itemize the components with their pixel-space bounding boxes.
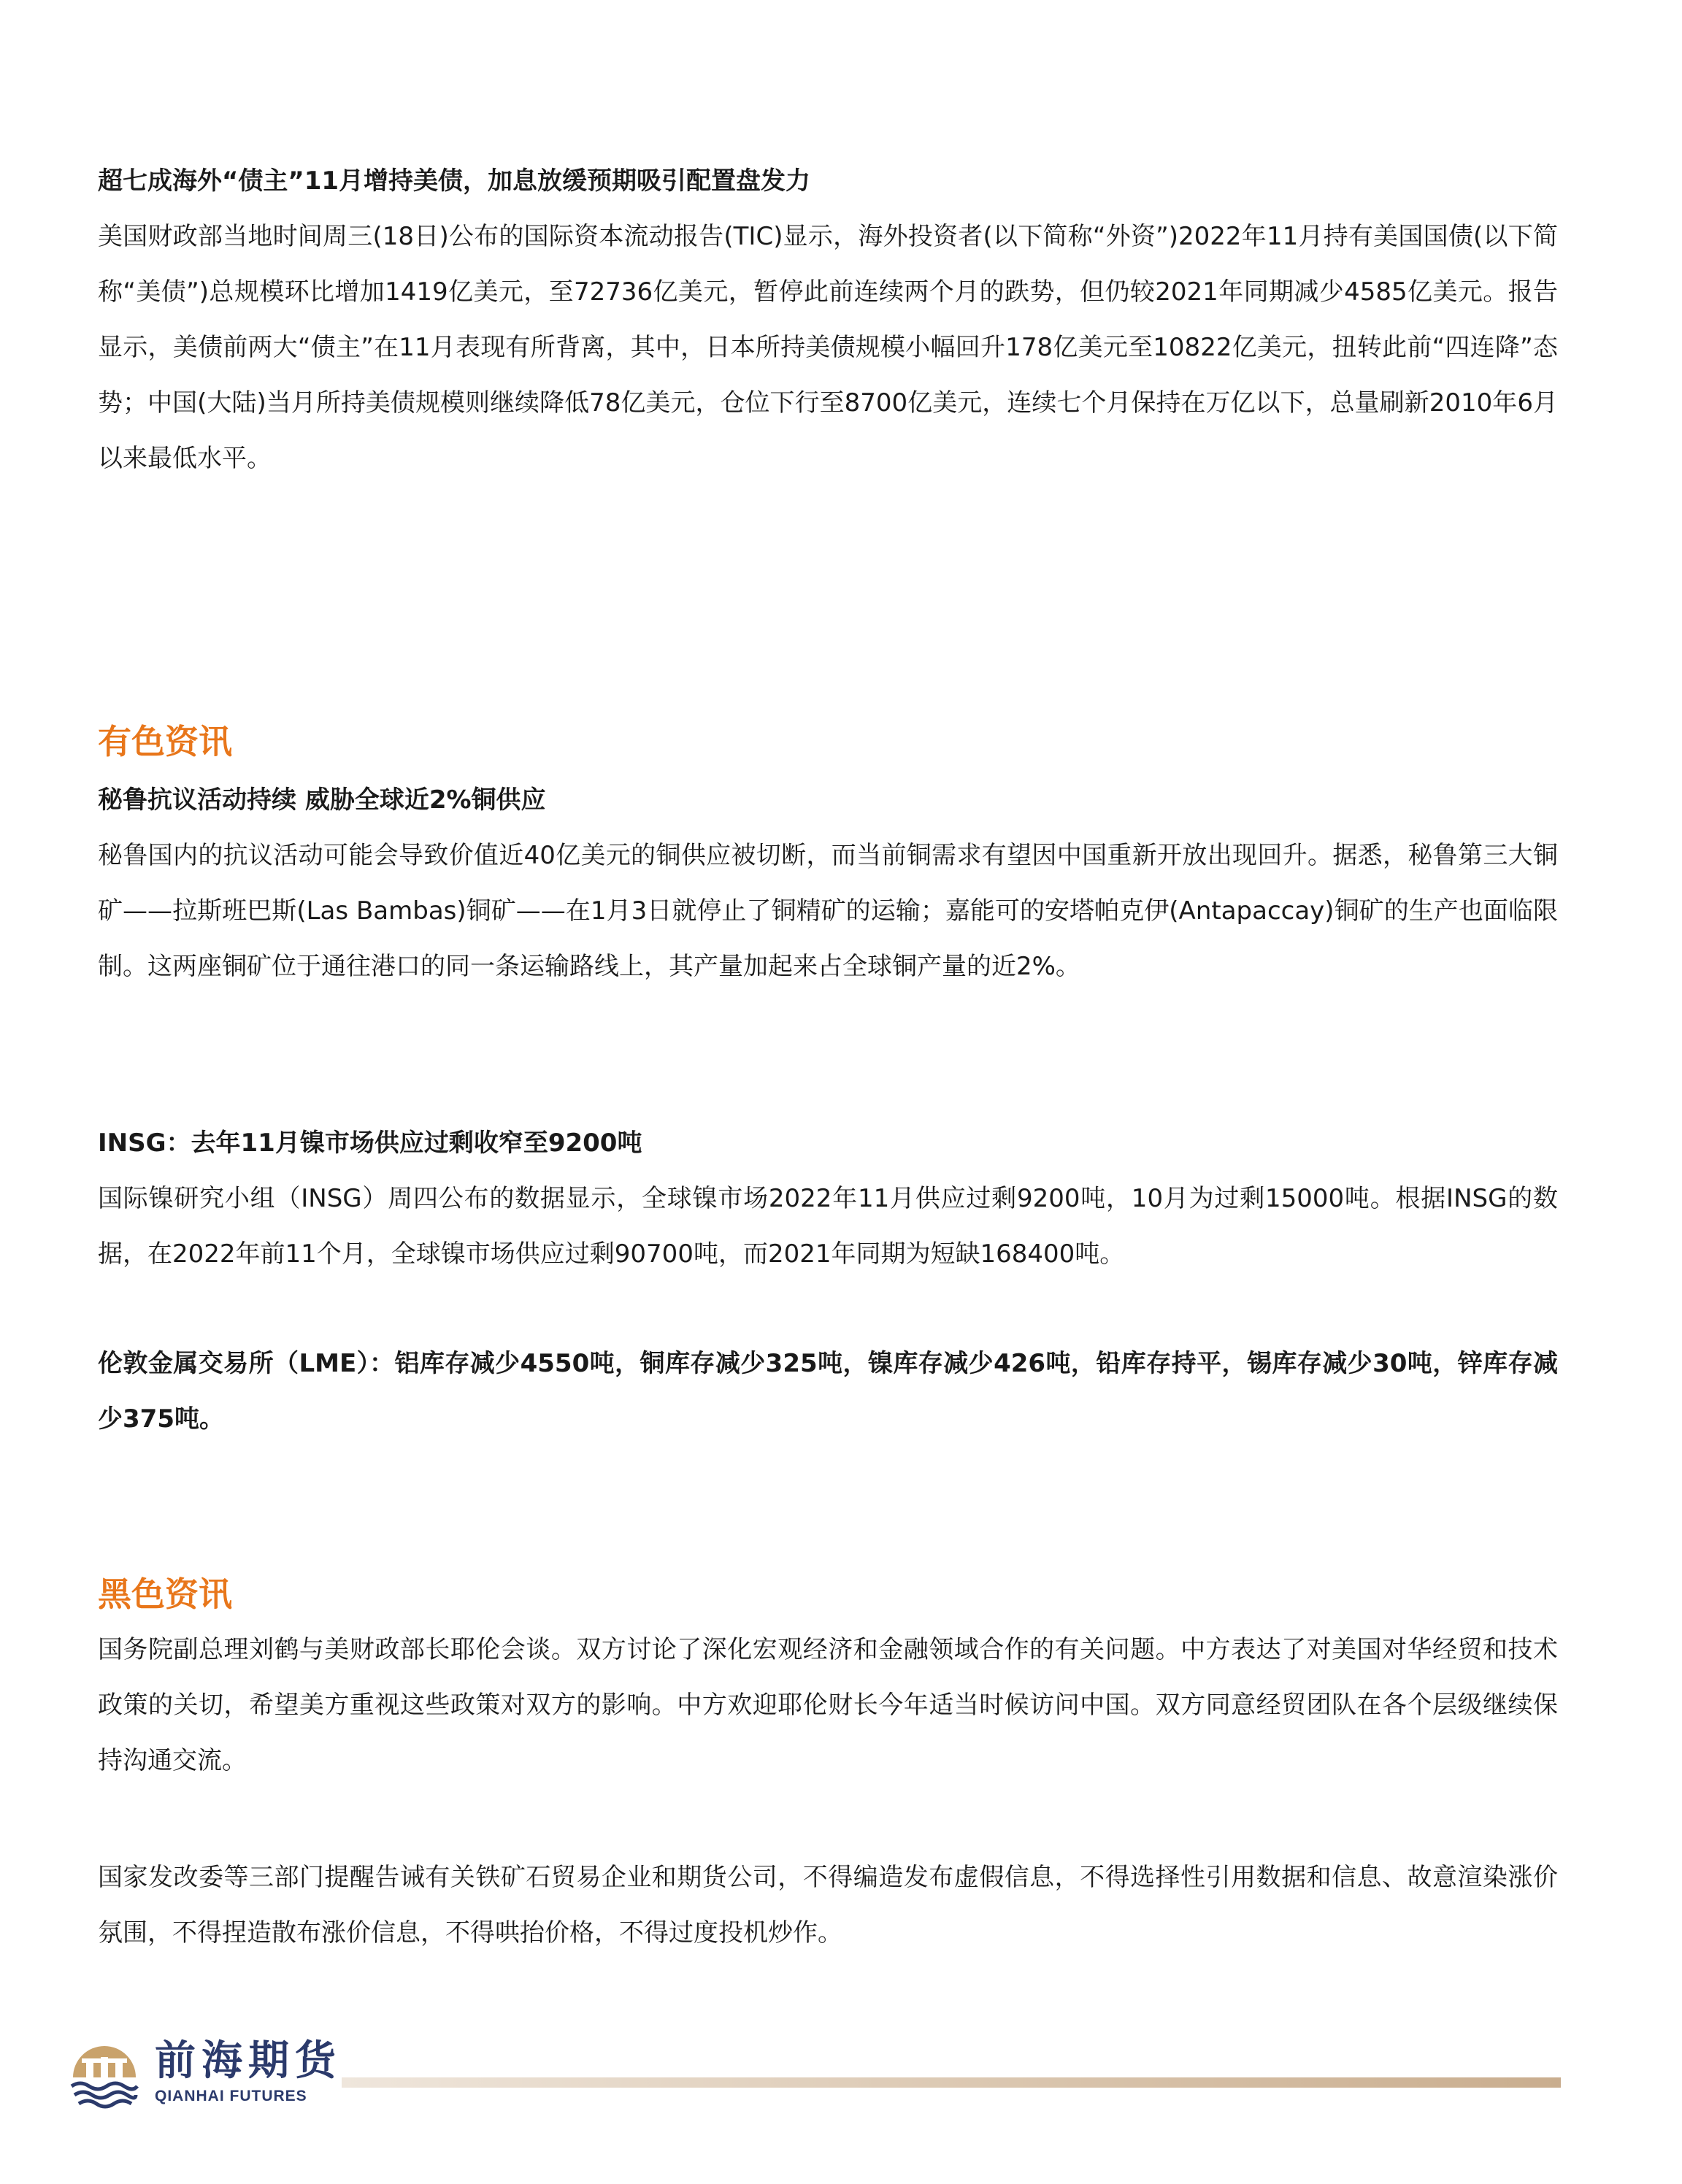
nonferrous-section-title: 有色资讯: [98, 722, 232, 761]
logo-english-name: QIANHAI FUTURES: [155, 2088, 307, 2104]
peru-copper-heading: 秘鲁抗议活动持续 威胁全球近2%铜供应: [98, 785, 546, 815]
footer-divider: [342, 2077, 1561, 2088]
insg-nickel-body: 国际镍研究小组（INSG）周四公布的数据显示，全球镍市场2022年11月供应过剩9200吨，10月为过剩15000吨。根据INSG的数据，在2022年前11个月，全球镍市场供应过剩90700吨，而2021年同期为短缺168400吨。: [98, 1184, 1558, 1269]
page-footer: [64, 2035, 1568, 2115]
iron-ore-warning-body: 国家发改委等三部门提醒告诫有关铁矿石贸易企业和期货公司，不得编造发布虚假信息，不得选择性引用数据和信息、故意渲染涨价氛围，不得捏造散布涨价信息，不得哄抬价格，不得过度投机炒作。: [98, 1863, 1558, 1947]
treasury-news-block: [98, 153, 1558, 486]
lme-inventory-block: [98, 1336, 1558, 1447]
insg-nickel-heading: INSG：去年11月镍市场供应过剩收窄至9200吨: [98, 1128, 642, 1158]
liuhe-yellen-block: [98, 1622, 1558, 1788]
ferrous-section-title: 黑色资讯: [98, 1574, 232, 1614]
insg-nickel-block: [98, 1115, 1558, 1282]
nonferrous-section: [98, 714, 1558, 769]
qianhai-logo-icon: [64, 2035, 145, 2115]
peru-copper-block: [98, 772, 1558, 994]
liuhe-yellen-body: 国务院副总理刘鹤与美财政部长耶伦会谈。双方讨论了深化宏观经济和金融领域合作的有关问题。中方表达了对美国对华经贸和技术政策的关切，希望美方重视这些政策对双方的影响。中方欢迎耶伦财长今年适当时候访问中国。双方同意经贸团队在各个层级继续保持沟通交流。: [98, 1635, 1558, 1775]
iron-ore-warning-block: [98, 1850, 1558, 1961]
ferrous-section: [98, 1566, 1558, 1622]
logo-chinese-name: 前海期货: [155, 2037, 342, 2085]
treasury-news-heading: 超七成海外“债主”11月增持美债，加息放缓预期吸引配置盘发力: [98, 166, 811, 196]
treasury-news-body: 美国财政部当地时间周三(18日)公布的国际资本流动报告(TIC)显示，海外投资者(以下简称“外资”)2022年11月持有美国国债(以下简称“美债”)总规模环比增加1419亿美元，至72736亿美元，暂停此前连续两个月的跌势，但仍较2021年同期减少4585亿美元。报告显示，美债前两大“债主”在11月表现有所背离，其中，日本所持美债规模小幅回升178亿美元至10822亿美元，扭转此前“四连降”态势；中国(大陆)当月所持美债规模则继续降低78亿美元，仓位下行至8700亿美元，连续七个月保持在万亿以下，总量刷新2010年6月以来最低水平。: [98, 222, 1558, 473]
lme-inventory-text: 伦敦金属交易所（LME）：铝库存减少4550吨，铜库存减少325吨，镍库存减少426吨，铅库存持平，锡库存减少30吨，锌库存减少375吨。: [98, 1349, 1558, 1434]
peru-copper-body: 秘鲁国内的抗议活动可能会导致价值近40亿美元的铜供应被切断，而当前铜需求有望因中国重新开放出现回升。据悉，秘鲁第三大铜矿——拉斯班巴斯(Las Bambas)铜矿——在1月3日就停止了铜精矿的运输；嘉能可的安塔帕克伊(Antapaccay)铜矿的生产也面临限制。这两座铜矿位于通往港口的同一条运输路线上，其产量加起来占全球铜产量的近2%。: [98, 841, 1558, 981]
